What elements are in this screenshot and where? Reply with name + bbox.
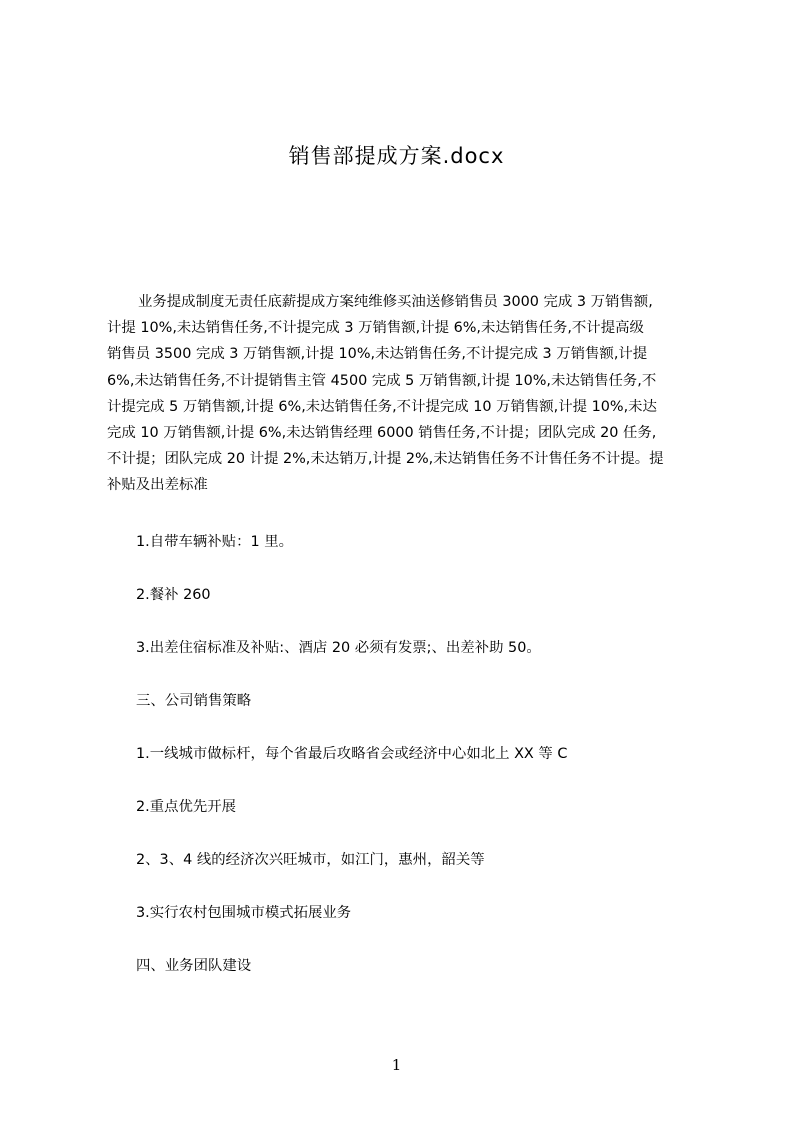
list-item: 1.一线城市做标杆，每个省最后攻略省会或经济中心如北上 XX 等 C bbox=[136, 746, 568, 762]
section-heading: 三、公司销售策略 bbox=[136, 693, 252, 709]
section-heading: 四、业务团队建设 bbox=[136, 958, 252, 974]
list-item: 1.自带车辆补贴：1 里。 bbox=[136, 534, 293, 550]
list-item: 2.重点优先开展 bbox=[136, 799, 237, 815]
list-item: 2、3、4 线的经济次兴旺城市，如江门，惠州，韶关等 bbox=[136, 852, 485, 868]
list-item: 2.餐补 260 bbox=[136, 587, 211, 603]
paragraph-line: 计提 10%,未达销售任务,不计提完成 3 万销售额,计提 6%,未达销售任务,不计提高级 bbox=[107, 320, 644, 337]
list-item: 3.出差住宿标准及补贴:、酒店 20 必须有发票;、出差补助 50。 bbox=[136, 640, 541, 656]
document-title: 销售部提成方案.docx bbox=[288, 144, 505, 168]
paragraph-line: 6%,未达销售任务,不计提销售主管 4500 完成 5 万销售额,计提 10%,未达销售任务,不 bbox=[107, 372, 657, 389]
paragraph-line: 销售员 3500 完成 3 万销售额,计提 10%,未达销售任务,不计提完成 3 万销售额,计提 bbox=[107, 346, 648, 363]
paragraph-line: 不计提；团队完成 20 计提 2%,未达销万,计提 2%,未达销售任务不计售任务不计提。提 bbox=[107, 451, 664, 468]
body-paragraph bbox=[107, 289, 697, 499]
page-number: 1 bbox=[391, 1056, 402, 1074]
paragraph-line: 业务提成制度无责任底薪提成方案纯维修买油送修销售员 3000 完成 3 万销售额, bbox=[138, 294, 653, 310]
paragraph-line: 计提完成 5 万销售额,计提 6%,未达销售任务,不计提完成 10 万销售额,计提 10%,未达 bbox=[107, 398, 657, 415]
paragraph-line: 完成 10 万销售额,计提 6%,未达销售经理 6000 销售任务,不计提；团队完成 20 任务, bbox=[107, 424, 657, 441]
list-item: 3.实行农村包围城市模式拓展业务 bbox=[136, 905, 352, 921]
paragraph-line: 补贴及出差标准 bbox=[107, 477, 208, 494]
